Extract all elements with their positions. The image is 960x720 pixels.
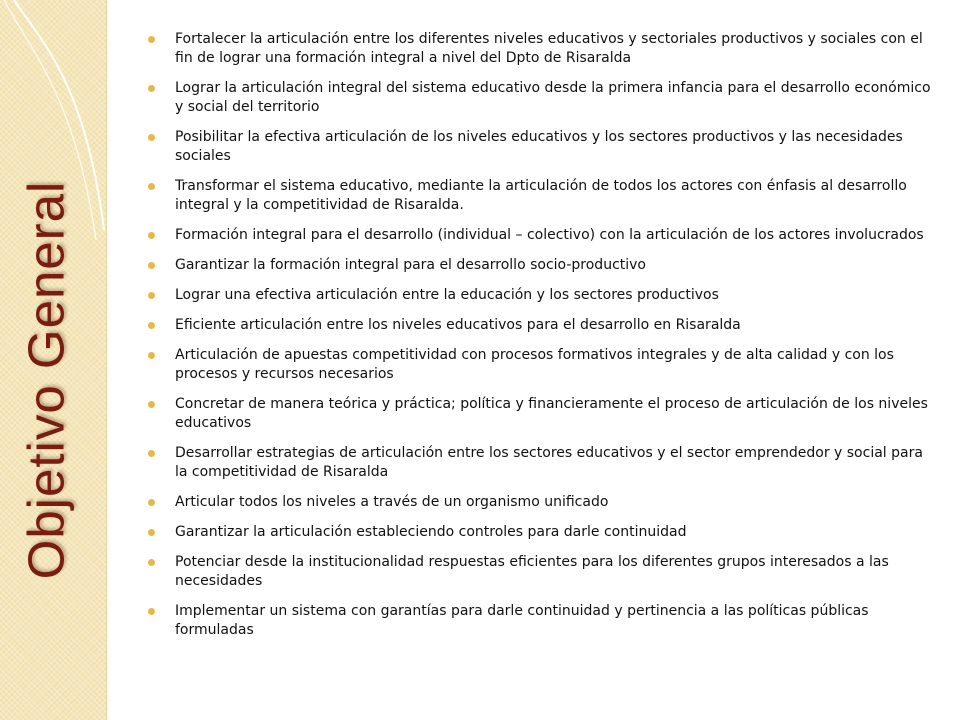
list-item-text: Eficiente articulación entre los niveles educativos para el desarrollo en Risaralda xyxy=(175,317,741,333)
list-item xyxy=(148,395,934,433)
bullet-icon xyxy=(148,529,155,536)
bullet-icon xyxy=(148,352,155,359)
list-item-text: Potenciar desde la institucionalidad respuestas eficientes para los diferentes grupos interesados a las necesidades xyxy=(175,554,889,589)
bullet-icon xyxy=(148,292,155,299)
list-item xyxy=(148,346,934,384)
list-item xyxy=(148,316,934,335)
list-item-text: Garantizar la articulación estableciendo controles para darle continuidad xyxy=(175,524,687,540)
list-item xyxy=(148,444,934,482)
list-item xyxy=(148,128,934,166)
bullet-icon xyxy=(148,559,155,566)
bullet-icon xyxy=(148,183,155,190)
list-item xyxy=(148,493,934,512)
list-item xyxy=(148,553,934,591)
bullet-icon xyxy=(148,36,155,43)
list-item xyxy=(148,256,934,275)
bullet-icon xyxy=(148,262,155,269)
list-item-text: Articular todos los niveles a través de un organismo unificado xyxy=(175,494,609,510)
list-item-text: Lograr una efectiva articulación entre la educación y los sectores productivos xyxy=(175,287,719,303)
list-item-text: Articulación de apuestas competitividad con procesos formativos integrales y de alta calidad y con los procesos y recursos necesarios xyxy=(175,347,894,382)
list-item-text: Lograr la articulación integral del sistema educativo desde la primera infancia para el desarrollo económico y social del territorio xyxy=(175,80,931,115)
list-item-text: Implementar un sistema con garantías para darle continuidad y pertinencia a las políticas públicas formuladas xyxy=(175,603,869,638)
list-item-text: Transformar el sistema educativo, mediante la articulación de todos los actores con énfasis al desarrollo integral y la competitividad de Risaralda. xyxy=(175,178,907,213)
list-item xyxy=(148,602,934,640)
bullet-icon xyxy=(148,134,155,141)
list-item-text: Fortalecer la articulación entre los diferentes niveles educativos y sectoriales productivos y sociales con el fin de lograr una formación integral a nivel del Dpto de Risaralda xyxy=(175,31,923,66)
list-item-text: Desarrollar estrategias de articulación entre los sectores educativos y el sector emprendedor y social para la competitividad de Risaralda xyxy=(175,445,923,480)
list-item xyxy=(148,286,934,305)
list-item xyxy=(148,523,934,542)
bullet-icon xyxy=(148,85,155,92)
objectives-list xyxy=(148,30,934,651)
list-item-text: Garantizar la formación integral para el desarrollo socio-productivo xyxy=(175,257,646,273)
bullet-icon xyxy=(148,450,155,457)
bullet-icon xyxy=(148,232,155,239)
list-item xyxy=(148,79,934,117)
list-item-text: Posibilitar la efectiva articulación de los niveles educativos y los sectores productivos y las necesidades sociales xyxy=(175,129,903,164)
list-item-text: Formación integral para el desarrollo (individual – colectivo) con la articulación de los actores involucrados xyxy=(175,227,924,243)
list-item xyxy=(148,30,934,68)
bullet-icon xyxy=(148,499,155,506)
list-item xyxy=(148,177,934,215)
bullet-icon xyxy=(148,401,155,408)
list-item xyxy=(148,226,934,245)
list-item-text: Concretar de manera teórica y práctica; política y financieramente el proceso de articulación de los niveles educativos xyxy=(175,396,928,431)
bullet-icon xyxy=(148,322,155,329)
bullet-icon xyxy=(148,608,155,615)
page-title: Objetivo General xyxy=(17,180,75,580)
